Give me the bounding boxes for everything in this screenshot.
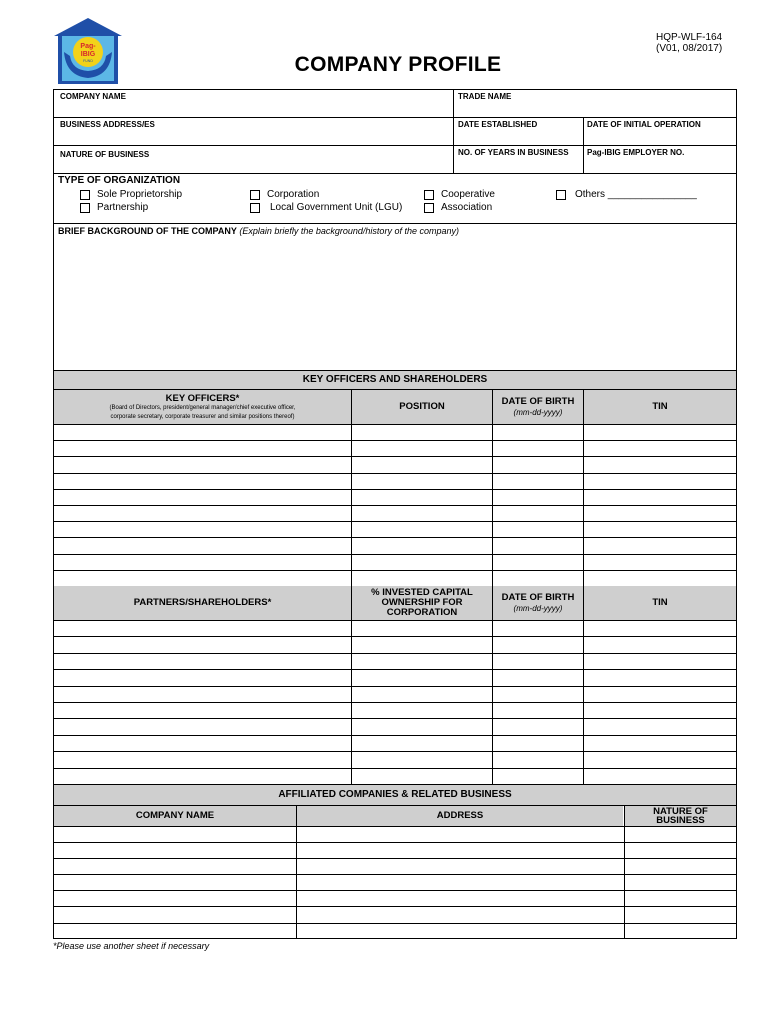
table-cell[interactable] (492, 554, 583, 570)
table-cell[interactable] (351, 521, 492, 537)
table-row (54, 505, 736, 521)
table-cell[interactable] (54, 718, 351, 734)
table-cell[interactable] (492, 653, 583, 669)
key-officers-title: KEY OFFICERS AND SHAREHOLDERS (302, 374, 488, 385)
table-cell[interactable] (54, 768, 351, 784)
company-profile-form (53, 89, 737, 939)
table-row (54, 456, 736, 472)
checkbox[interactable] (80, 190, 90, 200)
logo-text-3: FUND (83, 59, 93, 63)
checkbox[interactable] (250, 203, 260, 213)
date-initial-operation-label: DATE OF INITIAL OPERATION (587, 120, 701, 129)
page-title: COMPANY PROFILE (294, 53, 502, 76)
table-cell[interactable] (296, 890, 624, 906)
employer-no-label: Pag-IBIG EMPLOYER NO. (587, 148, 685, 157)
business-address-field[interactable] (54, 118, 452, 145)
table-row (54, 735, 736, 751)
form-code-version: (V01, 08/2017) (656, 43, 723, 54)
table-cell[interactable] (54, 521, 351, 537)
table-cell[interactable] (54, 735, 351, 751)
table-cell[interactable] (296, 826, 624, 842)
table-cell[interactable] (54, 505, 351, 521)
table-cell[interactable] (583, 620, 736, 636)
table-cell[interactable] (583, 537, 736, 553)
table-cell[interactable] (583, 636, 736, 652)
table-cell[interactable] (54, 620, 351, 636)
date-established-label: DATE ESTABLISHED (458, 120, 538, 129)
table-cell[interactable] (351, 702, 492, 718)
table-cell[interactable] (54, 702, 351, 718)
col-date-of-birth: DATE OF BIRTH (mm-dd-yyyy) (493, 390, 583, 424)
table-cell[interactable] (351, 735, 492, 751)
table-cell[interactable] (54, 489, 351, 505)
table-cell[interactable] (492, 505, 583, 521)
table-cell[interactable] (583, 424, 736, 440)
table-row (54, 636, 736, 652)
option-sole-proprietorship[interactable]: Sole Proprietorship (80, 189, 182, 200)
footnote: *Please use another sheet if necessary (53, 941, 210, 951)
table-cell[interactable] (624, 826, 736, 842)
table-cell[interactable] (351, 537, 492, 553)
col-tin: TIN (584, 390, 736, 424)
table-cell[interactable] (351, 653, 492, 669)
col-partner-tin: TIN (584, 586, 736, 620)
table-row (54, 669, 736, 685)
table-cell[interactable] (351, 554, 492, 570)
table-cell[interactable] (54, 653, 351, 669)
table-cell[interactable] (583, 489, 736, 505)
col-affiliated-nature: NATURE OF BUSINESS (625, 806, 736, 826)
table-cell[interactable] (583, 702, 736, 718)
table-row (54, 702, 736, 718)
table-row (54, 768, 736, 784)
table-cell[interactable] (351, 686, 492, 702)
table-cell[interactable] (351, 768, 492, 784)
table-cell[interactable] (54, 537, 351, 553)
table-cell[interactable] (492, 440, 583, 456)
table-row (54, 842, 736, 858)
table-cell[interactable] (54, 440, 351, 456)
date-established-field[interactable] (454, 118, 582, 145)
table-cell[interactable] (583, 554, 736, 570)
table-cell[interactable] (351, 570, 492, 586)
table-cell[interactable] (54, 570, 351, 586)
affiliated-title: AFFILIATED COMPANIES & RELATED BUSINESS (278, 789, 512, 800)
table-cell[interactable] (624, 874, 736, 890)
table-row (54, 923, 736, 939)
nature-of-business-field[interactable] (54, 146, 452, 173)
checkbox[interactable] (80, 203, 90, 213)
table-cell[interactable] (583, 521, 736, 537)
table-cell[interactable] (492, 473, 583, 489)
table-row (54, 537, 736, 553)
logo-text-2: IBIG (80, 51, 96, 58)
table-row (54, 653, 736, 669)
table-cell[interactable] (492, 702, 583, 718)
checkbox[interactable] (556, 190, 566, 200)
table-cell[interactable] (351, 489, 492, 505)
option-partnership[interactable]: Partnership (80, 202, 148, 213)
table-cell[interactable] (351, 424, 492, 440)
company-name-field[interactable] (54, 90, 452, 117)
table-cell[interactable] (351, 473, 492, 489)
table-cell[interactable] (583, 718, 736, 734)
nature-of-business-label: NATURE OF BUSINESS (60, 150, 150, 159)
table-cell[interactable] (296, 842, 624, 858)
table-row (54, 751, 736, 767)
table-cell[interactable] (54, 842, 296, 858)
table-row (54, 826, 736, 842)
table-cell[interactable] (492, 751, 583, 767)
table-cell[interactable] (54, 669, 351, 685)
table-cell[interactable] (492, 424, 583, 440)
checkbox[interactable] (424, 203, 434, 213)
table-row (54, 440, 736, 456)
table-cell[interactable] (54, 907, 296, 923)
table-cell[interactable] (583, 669, 736, 685)
table-cell[interactable] (492, 636, 583, 652)
table-cell[interactable] (54, 858, 296, 874)
table-cell[interactable] (296, 858, 624, 874)
col-key-officers: KEY OFFICERS* (Board of Directors, president/general manager/chief executive officer, corporate secretary, corporate treasurer and similar positions thereof) (54, 390, 351, 424)
table-cell[interactable] (54, 554, 351, 570)
col-affiliated-address: ADDRESS (297, 806, 623, 826)
organization-type-title: TYPE OF ORGANIZATION (58, 175, 181, 186)
background-label: BRIEF BACKGROUND OF THE COMPANY (Explain briefly the background/history of the company) (58, 226, 459, 236)
table-cell[interactable] (351, 505, 492, 521)
table-cell[interactable] (583, 440, 736, 456)
years-in-business-field[interactable] (454, 146, 582, 173)
table-row (54, 718, 736, 734)
table-row (54, 874, 736, 890)
table-row (54, 521, 736, 537)
table-row (54, 554, 736, 570)
table-row (54, 890, 736, 906)
checkbox[interactable] (424, 190, 434, 200)
table-cell[interactable] (583, 473, 736, 489)
table-row (54, 489, 736, 505)
table-cell[interactable] (583, 653, 736, 669)
table-cell[interactable] (492, 620, 583, 636)
table-cell[interactable] (54, 456, 351, 472)
table-cell[interactable] (351, 440, 492, 456)
table-cell[interactable] (296, 874, 624, 890)
col-invested-capital: % INVESTED CAPITAL OWNERSHIP FOR CORPORATION (352, 586, 492, 620)
table-cell[interactable] (54, 923, 296, 939)
table-cell[interactable] (492, 521, 583, 537)
option-cooperative[interactable]: Cooperative (424, 189, 495, 200)
table-cell[interactable] (583, 505, 736, 521)
table-cell[interactable] (492, 686, 583, 702)
form-code-number: HQP-WLF-164 (656, 32, 723, 43)
employer-no-field[interactable] (584, 146, 736, 173)
table-cell[interactable] (624, 842, 736, 858)
table-cell[interactable] (351, 669, 492, 685)
date-initial-operation-field[interactable] (584, 118, 736, 145)
checkbox[interactable] (250, 190, 260, 200)
option-others[interactable]: Others ________________ (556, 189, 697, 200)
table-row (54, 907, 736, 923)
table-cell[interactable] (351, 456, 492, 472)
table-cell[interactable] (583, 768, 736, 784)
table-row (54, 620, 736, 636)
table-cell[interactable] (296, 923, 624, 939)
table-cell[interactable] (583, 456, 736, 472)
table-row (54, 424, 736, 440)
table-cell[interactable] (492, 669, 583, 685)
company-name-label: COMPANY NAME (60, 92, 126, 101)
trade-name-field[interactable] (454, 90, 736, 117)
business-address-label: BUSINESS ADDRESS/ES (60, 120, 155, 129)
table-cell[interactable] (492, 735, 583, 751)
table-cell[interactable] (624, 907, 736, 923)
col-affiliated-company: COMPANY NAME (54, 806, 296, 826)
form-code (656, 32, 722, 54)
table-cell[interactable] (583, 570, 736, 586)
table-cell[interactable] (54, 686, 351, 702)
table-cell[interactable] (54, 473, 351, 489)
table-cell[interactable] (54, 424, 351, 440)
table-cell[interactable] (492, 537, 583, 553)
table-row (54, 858, 736, 874)
table-cell[interactable] (492, 489, 583, 505)
table-cell[interactable] (351, 620, 492, 636)
table-cell[interactable] (54, 636, 351, 652)
table-cell[interactable] (583, 686, 736, 702)
table-cell[interactable] (54, 874, 296, 890)
table-cell[interactable] (492, 570, 583, 586)
option-lgu[interactable]: Local Government Unit (LGU) (250, 202, 402, 213)
option-association[interactable]: Association (424, 202, 492, 213)
background-textarea[interactable] (54, 240, 736, 370)
col-partners: PARTNERS/SHAREHOLDERS* (54, 586, 351, 620)
table-cell[interactable] (351, 751, 492, 767)
table-cell[interactable] (351, 718, 492, 734)
table-cell[interactable] (492, 456, 583, 472)
table-cell[interactable] (583, 735, 736, 751)
table-cell[interactable] (54, 890, 296, 906)
table-cell[interactable] (492, 768, 583, 784)
table-row (54, 570, 736, 586)
table-cell[interactable] (624, 923, 736, 939)
logo-text-1: Pag- (80, 43, 96, 50)
table-row (54, 686, 736, 702)
col-position: POSITION (352, 390, 492, 424)
table-cell[interactable] (296, 907, 624, 923)
table-cell[interactable] (583, 751, 736, 767)
table-cell[interactable] (624, 858, 736, 874)
trade-name-label: TRADE NAME (458, 92, 512, 101)
option-corporation[interactable]: Corporation (250, 189, 319, 200)
table-cell[interactable] (351, 636, 492, 652)
col-partner-date-of-birth: DATE OF BIRTH (mm-dd-yyyy) (493, 586, 583, 620)
table-cell[interactable] (624, 890, 736, 906)
table-row (54, 473, 736, 489)
table-cell[interactable] (54, 826, 296, 842)
table-cell[interactable] (54, 751, 351, 767)
table-cell[interactable] (492, 718, 583, 734)
years-in-business-label: NO. OF YEARS IN BUSINESS (458, 148, 569, 157)
